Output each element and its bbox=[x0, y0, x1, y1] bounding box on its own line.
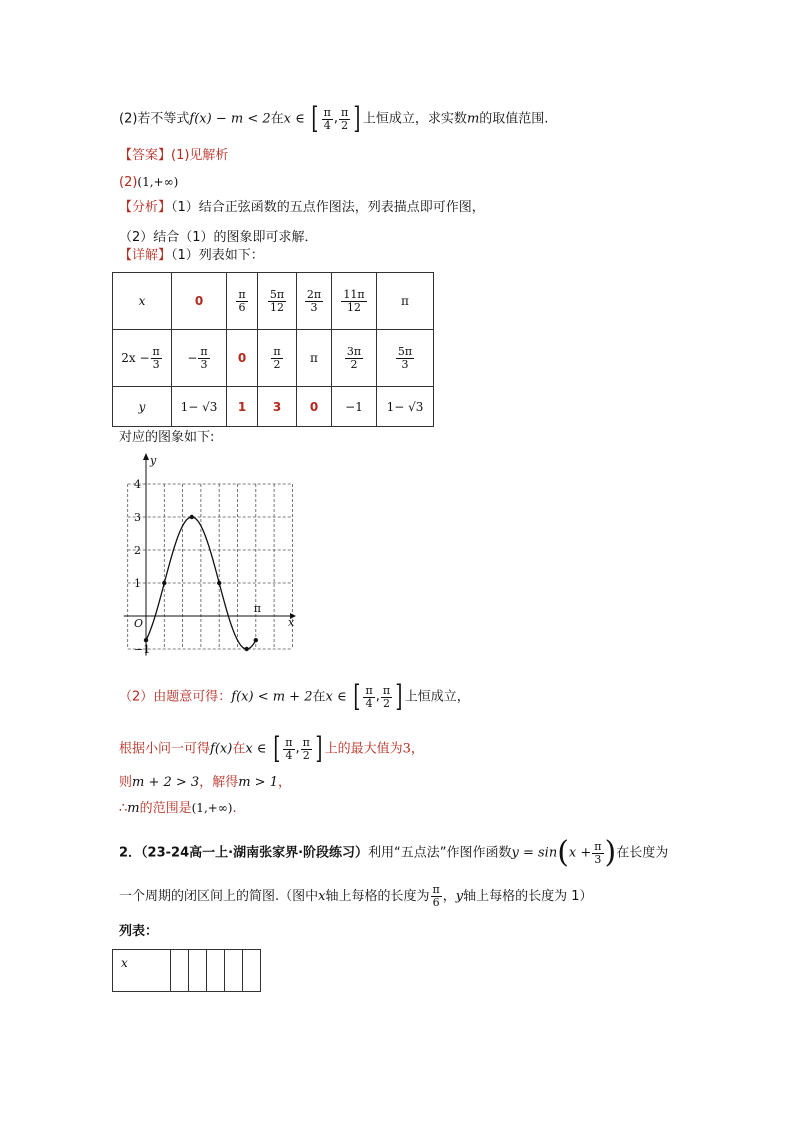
answer-part2-value: (1,+∞) bbox=[137, 175, 179, 189]
table-cell bbox=[171, 950, 189, 992]
data-point bbox=[217, 581, 221, 585]
table-cell: − $\frac{\pi}{3}$ bbox=[172, 330, 227, 387]
analysis-text-1: （1）结合正弦函数的五点作图法，列表描点即可作图， bbox=[171, 200, 485, 215]
part2-line1-prefix: （2）由题意可得： bbox=[119, 689, 232, 705]
part2-line2-end: ， bbox=[410, 741, 424, 757]
table-row bbox=[113, 950, 261, 992]
table-cell bbox=[225, 950, 243, 992]
table-cell: 2x − $\frac{\pi}{3}$ bbox=[113, 330, 172, 387]
data-point bbox=[254, 638, 258, 642]
data-point bbox=[162, 581, 166, 585]
table-cell: $\frac{11\pi}{12}$ bbox=[332, 273, 377, 330]
y-axis-arrow bbox=[143, 453, 149, 460]
data-point bbox=[144, 638, 148, 642]
problem2-text-2: 在长度为 bbox=[616, 845, 669, 861]
problem2-number: 2． bbox=[119, 845, 142, 861]
part2-line4-mid: 的范围是 bbox=[139, 801, 192, 816]
table-cell: 1 bbox=[227, 387, 258, 427]
problem2-y-axis: y bbox=[455, 889, 464, 904]
part2-line-1 bbox=[119, 679, 470, 714]
table-cell-x: x bbox=[113, 950, 171, 992]
table-cell: $\frac{2\pi}{3}$ bbox=[297, 273, 332, 330]
y-tick-label: 2 bbox=[134, 544, 141, 557]
part2-line3-end: ， bbox=[277, 775, 291, 790]
q2-prefix: (2)若不等式 bbox=[119, 111, 190, 127]
q2-x-in: x ∈ bbox=[283, 111, 305, 127]
table-cell: 0 bbox=[172, 273, 227, 330]
part2-line3-expr: m + 2 > 3 bbox=[132, 775, 200, 790]
table-cell bbox=[243, 950, 261, 992]
q2-suffix2: 的取值范围. bbox=[479, 111, 549, 127]
part2-line4-val: (1,+∞) bbox=[191, 801, 233, 815]
x-axis-label: x bbox=[288, 616, 295, 629]
analysis-label: 【分析】 bbox=[119, 200, 172, 215]
blank-table bbox=[112, 949, 261, 992]
problem-2-line-1: 2．（23-24高一上·湖南张家界·阶段练习）利用“五点法”作图作函数y = sin(x + $\frac{\pi}{3}$ )在长度为 bbox=[119, 835, 669, 870]
answer-part2-line bbox=[119, 172, 178, 193]
problem2-text-1: 利用“五点法”作图作函数 bbox=[368, 845, 512, 861]
graph-caption: 对应的图象如下: bbox=[119, 430, 215, 445]
detail-line bbox=[119, 246, 264, 266]
part2-interval-1: [ $\frac{\pi}{4}$ , $\frac{\pi}{2}$ ] bbox=[353, 679, 403, 714]
problem2-line2a: 一个周期的闭区间上的简图.（图中 bbox=[119, 889, 319, 904]
sine-graph bbox=[118, 452, 298, 668]
y-tick-label: 1 bbox=[134, 577, 141, 590]
detail-text: （1）列表如下： bbox=[171, 248, 264, 263]
problem2-line2d: 轴上每格的长度为 1） bbox=[463, 889, 593, 904]
part2-line1-in: 在 bbox=[312, 689, 326, 705]
data-point bbox=[190, 515, 194, 519]
answer-line bbox=[119, 146, 228, 166]
part2-line1-x: x ∈ bbox=[325, 689, 347, 705]
table-cell: 3 bbox=[258, 387, 297, 427]
part2-line-3 bbox=[119, 773, 291, 793]
problem2-source: （23-24高一上·湖南张家界·阶段练习） bbox=[141, 845, 369, 861]
part2-line1-suffix: 上恒成立， bbox=[404, 689, 470, 705]
part2-line2-fx: f(x) bbox=[210, 741, 233, 757]
table-cell: π bbox=[377, 273, 434, 330]
q2-interval: [ $\frac{\pi}{4}$ , $\frac{\pi}{2}$ ] bbox=[311, 101, 361, 136]
part2-line2-suffix: 上的最大值为 bbox=[324, 741, 403, 757]
table-row bbox=[113, 273, 434, 330]
data-point bbox=[244, 647, 248, 651]
q2-m: m bbox=[466, 111, 480, 127]
part2-line3-mid: ，解得 bbox=[199, 775, 239, 790]
table-cell: y bbox=[113, 387, 172, 427]
table-row bbox=[113, 330, 434, 387]
table-cell: 0 bbox=[297, 387, 332, 427]
part2-line2-x: x ∈ bbox=[245, 741, 267, 757]
problem2-line2c: ， bbox=[442, 889, 456, 904]
table-cell: x bbox=[113, 273, 172, 330]
table-cell: $\frac{5\pi}{3}$ bbox=[377, 330, 434, 387]
part2-line-2 bbox=[119, 731, 424, 766]
problem-2-line-2: 一个周期的闭区间上的简图.（图中x轴上每格的长度为 $\frac{\pi}{6}$ ，y轴上每格的长度为 1） bbox=[119, 883, 593, 909]
part2-line-4 bbox=[119, 798, 237, 819]
part2-line4-end: . bbox=[232, 801, 237, 816]
part2-line3-res: m > 1 bbox=[238, 775, 278, 790]
part2-line2-prefix: 根据小问一可得 bbox=[119, 741, 211, 757]
analysis-line-2 bbox=[119, 228, 318, 248]
problem2-func-inner: x + bbox=[568, 845, 592, 861]
table-cell: 1− √3 bbox=[172, 387, 227, 427]
answer-part1: (1)见解析 bbox=[171, 148, 229, 163]
origin-label: O bbox=[134, 617, 144, 630]
q2-suffix: 上恒成立，求实数 bbox=[362, 111, 467, 127]
problem2-x-axis: x bbox=[318, 889, 326, 904]
y-tick-label: 4 bbox=[134, 478, 141, 491]
question-2-line bbox=[119, 101, 549, 136]
table-cell: $\frac{5\pi}{12}$ bbox=[258, 273, 297, 330]
list-label: 列表： bbox=[119, 924, 159, 939]
y-tick-label: 3 bbox=[134, 511, 141, 524]
answer-part2-prefix: (2) bbox=[119, 175, 138, 190]
part2-line2-val: 3 bbox=[402, 741, 411, 757]
part2-line4-m: m bbox=[127, 801, 140, 816]
table-cell: $\frac{\pi}{2}$ bbox=[258, 330, 297, 387]
analysis-text-2: （2）结合（1）的图象即可求解． bbox=[119, 230, 318, 245]
value-table bbox=[112, 272, 434, 427]
analysis-line-1 bbox=[119, 198, 485, 218]
table-cell: 0 bbox=[227, 330, 258, 387]
table-cell bbox=[207, 950, 225, 992]
table-cell: π bbox=[297, 330, 332, 387]
detail-label: 【详解】 bbox=[119, 248, 172, 263]
part2-line3-prefix: 则 bbox=[119, 775, 133, 790]
table-cell: −1 bbox=[332, 387, 377, 427]
part2-interval-2: [ $\frac{\pi}{4}$ , $\frac{\pi}{2}$ ] bbox=[272, 731, 323, 766]
q2-in-text: 在 bbox=[270, 111, 284, 127]
part2-line2-in: 在 bbox=[232, 741, 246, 757]
table-cell: $\frac{3\pi}{2}$ bbox=[332, 330, 377, 387]
table-cell bbox=[189, 950, 207, 992]
table-cell: 1− √3 bbox=[377, 387, 434, 427]
q2-expression: f(x) − m < 2 bbox=[189, 111, 271, 127]
table-cell: $\frac{\pi}{6}$ bbox=[227, 273, 258, 330]
pi-tick-label: π bbox=[253, 602, 262, 615]
table-row bbox=[113, 387, 434, 427]
part2-line4-prefix: ∴ bbox=[119, 801, 128, 816]
problem2-func-lhs: y = sin bbox=[511, 845, 558, 861]
answer-label: 【答案】 bbox=[119, 148, 172, 163]
y-tick-label: −1 bbox=[134, 643, 151, 656]
y-axis-label: y bbox=[150, 454, 157, 467]
part2-line1-expr: f(x) < m + 2 bbox=[231, 689, 313, 705]
problem2-line2b: 轴上每格的长度为 bbox=[325, 889, 430, 904]
